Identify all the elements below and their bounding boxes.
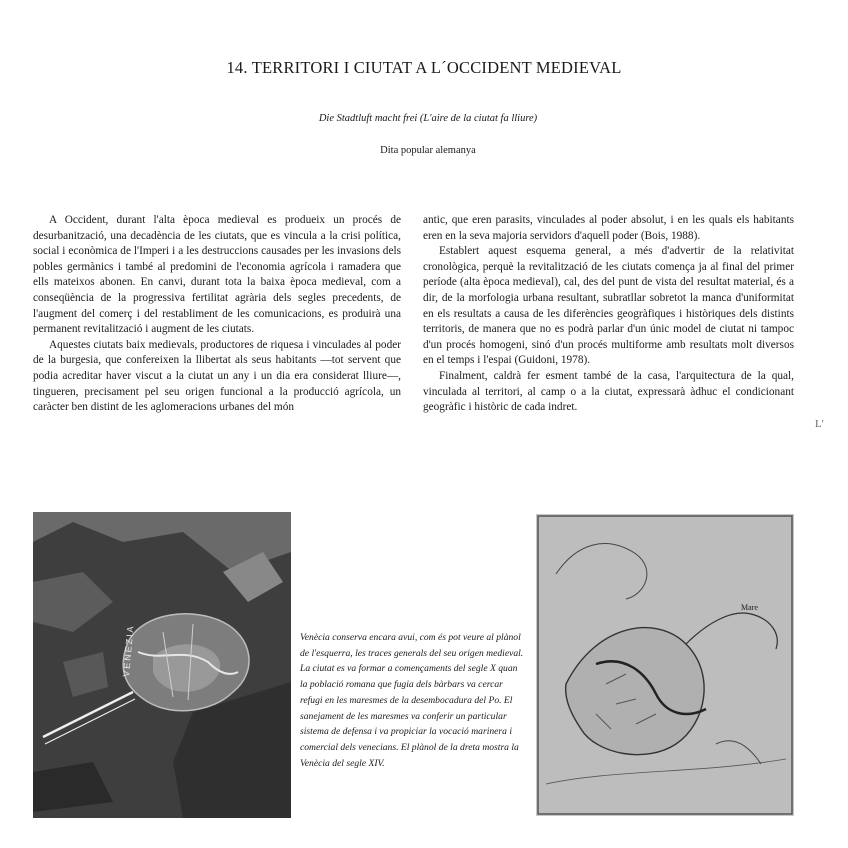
left-paragraph-1: A Occident, durant l'alta època medieval es produeix un procés de desurbanització, una decadència de les ciutats, que es vincula a la crisi política, social i econòmica de l'Imperi i a les destruccions causades per les invasions dels pobles germànics i també al predomini de l'economia agrícola i ramadera que ells mateixos abonen. En canvi, durant tota la baixa època medieval, com a conseqüència de la progressiva fertilitat agrària dels segles precedents, de l'augment del comerç i del restabliment de les comunicacions, es produirà una permanent revitalització i augment de les ciutats. xyxy=(33,214,401,336)
right-column xyxy=(423,213,794,416)
left-column xyxy=(33,213,401,416)
venice-modern-map xyxy=(33,512,291,818)
left-paragraph-2: Aquestes ciutats baix medievals, productores de riquesa i vinculades al poder de la burgesia, que confereixen la llibertat als seus habitants —tot servent que podia acreditar haver viscut a la ciutat un any i un dia era considerat lliure—, tingueren, precisament pel seu origen funcional a la producció agrícola, un caràcter ben distint de les aglomeracions urbanes del món xyxy=(33,338,401,414)
venezia-label: VENEZIA xyxy=(121,623,136,678)
right-paragraph-3: Finalment, caldrà fer esment també de la casa, l'arquitectura de la qual, vinculada al territori, al camp o a la ciutat, expressarà àdhuc el condicionant geogràfic i històric de cada indret. xyxy=(423,369,794,414)
right-paragraph-1: antic, que eren parasits, vinculades al poder absolut, i en les quals els habitants eren en la seva majoria servidors d'aquell poder (Bois, 1988). xyxy=(423,214,794,242)
page-title: 14. TERRITORI I CIUTAT A L´OCCIDENT MEDIEVAL xyxy=(226,58,622,77)
mare-label: Mare xyxy=(741,603,758,612)
right-paragraph-2: Establert aquest esquema general, a més d'advertir de la relativitat cronològica, perquè la revitalització de les ciutats comença ja al final del primer període (alta època medieval), cal, des del punt de vista del resultat material, és a dir, de la morfologia urbana resultant, subratllar sobretot la manca d'uniformitat en els resultats a causa de les diferències geogràfiques i històriques dels distints territoris, de manera que no es podrà parlar d'un únic model de ciutat ni tampoc d'un procés homogeni, sinó d'un procés multiforme amb resultats molt diversos en el temps i l'espai (Guidoni, 1978). xyxy=(423,245,794,367)
margin-mark: L' xyxy=(815,418,824,430)
epigraph-source: Dita popular alemanya xyxy=(380,145,476,156)
figure-caption: Venècia conserva encara avui, com és pot veure al plànol de l'esquerra, les traces generals del seu origen medieval. La ciutat es va formar a començaments del segle X quan la població romana que fugia dels bàrbars va cercar refugi en les maresmes de la desembocadura del Po. El sanejament de les maresmes va conferir un particular sistema de defensa i va propiciar la vocació marinera i comercial dels venecians. El plànol de la dreta mostra la Venècia del segle XIV. xyxy=(300,632,524,769)
epigraph-quote: Die Stadtluft macht frei (L'aire de la ciutat fa lliure) xyxy=(318,113,538,124)
venice-xiv-century-map xyxy=(536,514,794,816)
